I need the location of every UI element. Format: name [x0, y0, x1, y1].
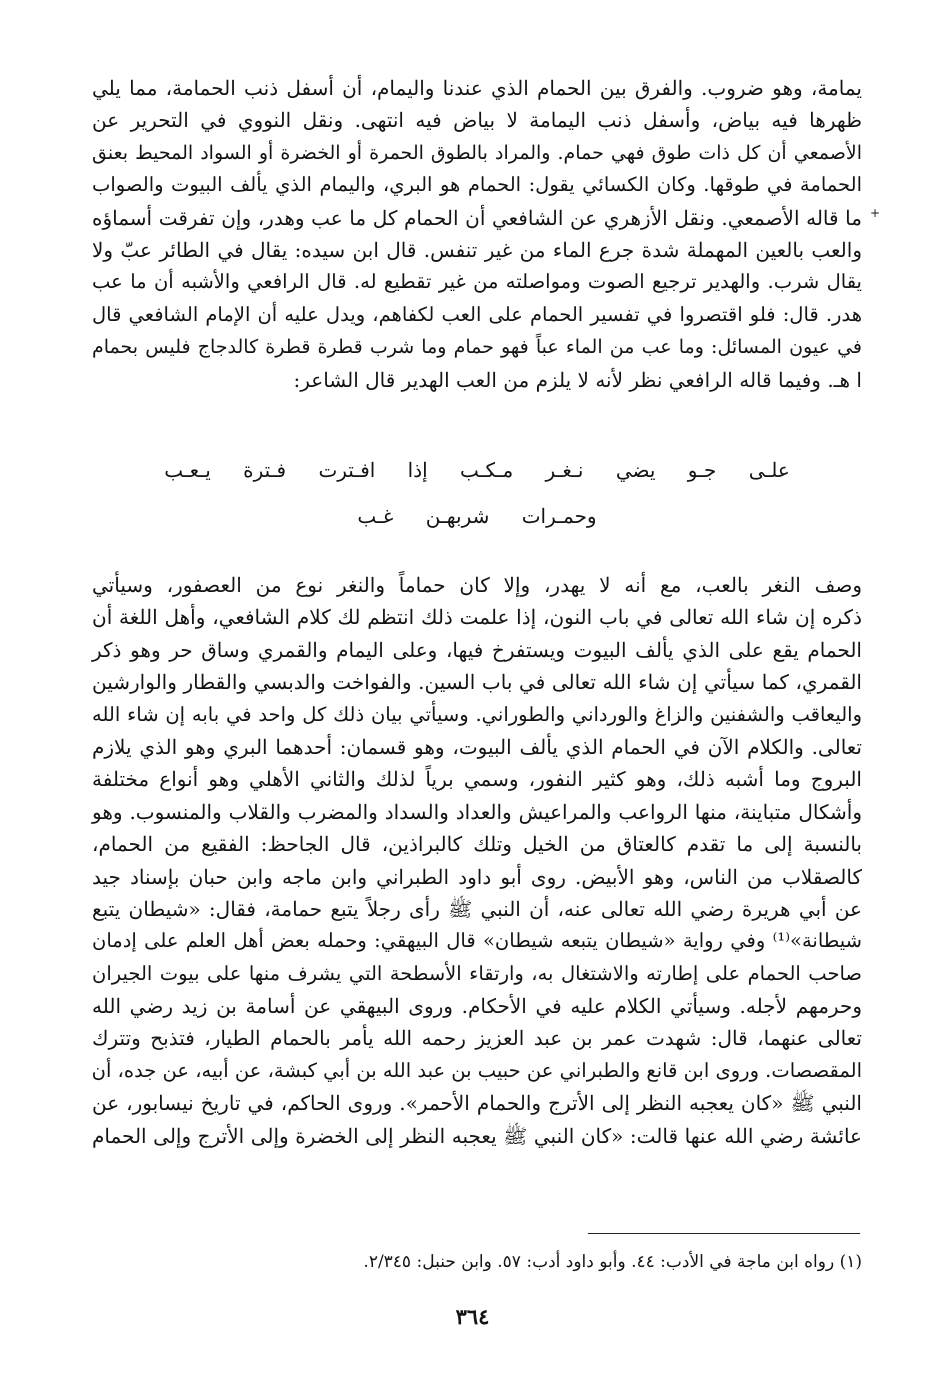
text-line: صاحب الحمام على إطارته والاشتغال به، وارتقاء الأسطحة التي يشرف منها على بيوت الجيران: [92, 961, 862, 985]
text-line: الحمامة في طوقها. وكان الكسائي يقول: الحمام هو البري، واليمام الذي يألف البيوت والصواب: [92, 173, 862, 197]
text-line: ا هـ. وفيما قاله الرافعي نظر لأنه لا يلزم من العب الهدير قال الشاعر:: [293, 367, 862, 392]
text-line: القمري، كما سيأتي إن شاء الله تعالى في باب السين. والفواخت والدبسي والقطار والوارشين: [92, 670, 862, 695]
paragraph-1: [92, 72, 862, 396]
verse-second-hemistich: [92, 504, 862, 528]
text-line: وصف النغر بالعب، مع أنه لا يهدر، وإلا كان حماماً والنغر نوع من العصفور، وسيأتي: [92, 573, 862, 597]
text-line: عائشة رضي الله عنها قالت: «كان النبي ﷺ يعجبه النظر إلى الخضرة وإلى الأترج وإلى الحمام: [92, 1123, 862, 1148]
verse-first-hemistich: [92, 458, 862, 482]
text-line: في عيون المسائل: وما عب من الماء عباً فهو حمام وما شرب قطرة قطرة كالدجاج فليس بحمام: [92, 336, 862, 359]
verse-line: وحمـرات شربهـن غـب: [357, 504, 597, 528]
text-line: والعب بالعين المهملة شدة جرع الماء من غير تنفس. قال ابن سيده: يقال في الطائر عبّ ولا: [92, 237, 862, 262]
text-line: ظهرها فيه بياض، وأسفل ذنب اليمامة لا بياض فيه انتهى. ونقل النووي في التحرير عن: [92, 108, 862, 133]
footnote: (١) رواه ابن ماجة في الأدب: ٤٤. وأبو داود أدب: ٥٧. وابن حنبل: ٢/٣٤٥.: [363, 1252, 862, 1272]
text-line: عن أبي هريرة رضي الله تعالى عنه، أن النبي ﷺ رأى رجلاً يتبع حمامة، فقال: «شيطان يتبع: [92, 896, 862, 921]
paragraph-2: [92, 569, 862, 1152]
text-line: كالصقلاب من الناس، وهو الأبيض. روى أبو داود الطبراني وابن ماجه وابن حبان بإسناد جيد: [92, 864, 862, 889]
text-line: بالنسبة إلى ما تقدم كالعتاق من الخيل وتلك كالبراذين، قال الجاحظ: الفقيع من الحمام،: [92, 832, 862, 857]
text-line: يمامة، وهو ضروب. والفرق بين الحمام الذي عندنا واليمام، أن أسفل ذنب الحمامة، مما يلي: [92, 76, 862, 100]
text-line: النبي ﷺ «كان يعجبه النظر إلى الأترج والحمام الأحمر». وروى الحاكم، في تاريخ نيسابور، عن: [92, 1091, 862, 1116]
text-line: تعالى عنهما، قال: شهدت عمر بن عبد العزيز رحمه الله يأمر بالحمام الطيار، فتذبح وتترك: [92, 1026, 862, 1051]
footnote-divider: [588, 1233, 860, 1234]
text-line: الأصمعي أن كل ذات طوق فهي حمام. والمراد بالطوق الحمرة أو الخضرة أو السواد المحيط بعنق: [92, 141, 862, 164]
margin-mark: +: [870, 206, 881, 220]
text-line: شيطانة»⁽¹⁾ وفي رواية «شيطان يتبعه شيطان» قال البيهقي: وحمله بعض أهل العلم على إدمان: [92, 929, 862, 953]
text-line: واليعاقب والشفنين والزاغ والورداني والطوراني. وسيأتي بيان ذلك كل واحد في بابه إن شاء الله: [92, 702, 862, 726]
text-line: ما قاله الأصمعي. ونقل الأزهري عن الشافعي أن الحمام كل ما عب وهدر، وإن تفرقت أسماؤه: [92, 205, 862, 230]
text-line: تعالى. والكلام الآن في الحمام الذي يألف البيوت، وهو قسمان: أحدهما البري وهو الذي يلازم: [92, 734, 862, 759]
text-line: البروج وما أشبه ذلك، وهو كثير النفور، وسمي برياً لذلك والثاني الأهلي وهو أنواع مختلفة: [92, 767, 862, 792]
text-line: يقال شرب. والهدير ترجيع الصوت ومواصلته من غير تقطيع له. قال الرافعي والأشبه أن ما عب: [92, 270, 862, 294]
text-line: الحمام يقع على الذي يألف البيوت ويستفرخ فيها، وعلى اليمام والقمري وساق حر وهو ذكر: [92, 637, 862, 662]
text-line: المقصصات. وروى ابن قانع والطبراني عن حبيب بن عبد الله بن أبي كبشة، عن أبيه، عن جده، أن: [91, 1058, 862, 1082]
text-line: هدر. قال: فلو اقتصروا في تفسير الحمام على العب لكفاهم، ويدل عليه أن الإمام الشافعي قال: [92, 302, 862, 326]
text-line: ذكره إن شاء الله تعالى في باب النون، إذا علمت ذلك انتظم لك كلام الشافعي، وأهل اللغة أن: [92, 605, 862, 630]
text-line: وأشكال متباينة، منها الرواعب والمراعيش والعداد والسداد والمضرب والقلاب والمنسوب. وهو: [92, 799, 862, 824]
text-line: وحرمهم لأجله. وسيأتي الكلام عليه في الأحكام. وروى البيهقي عن أسامة بن زيد رضي الله: [92, 994, 862, 1019]
page-number: ٣٦٤: [455, 1304, 490, 1329]
verse-line: علـى جـو يضي نـغـر مـكـب إذا افـترت فـترة يـعـب: [164, 458, 790, 482]
